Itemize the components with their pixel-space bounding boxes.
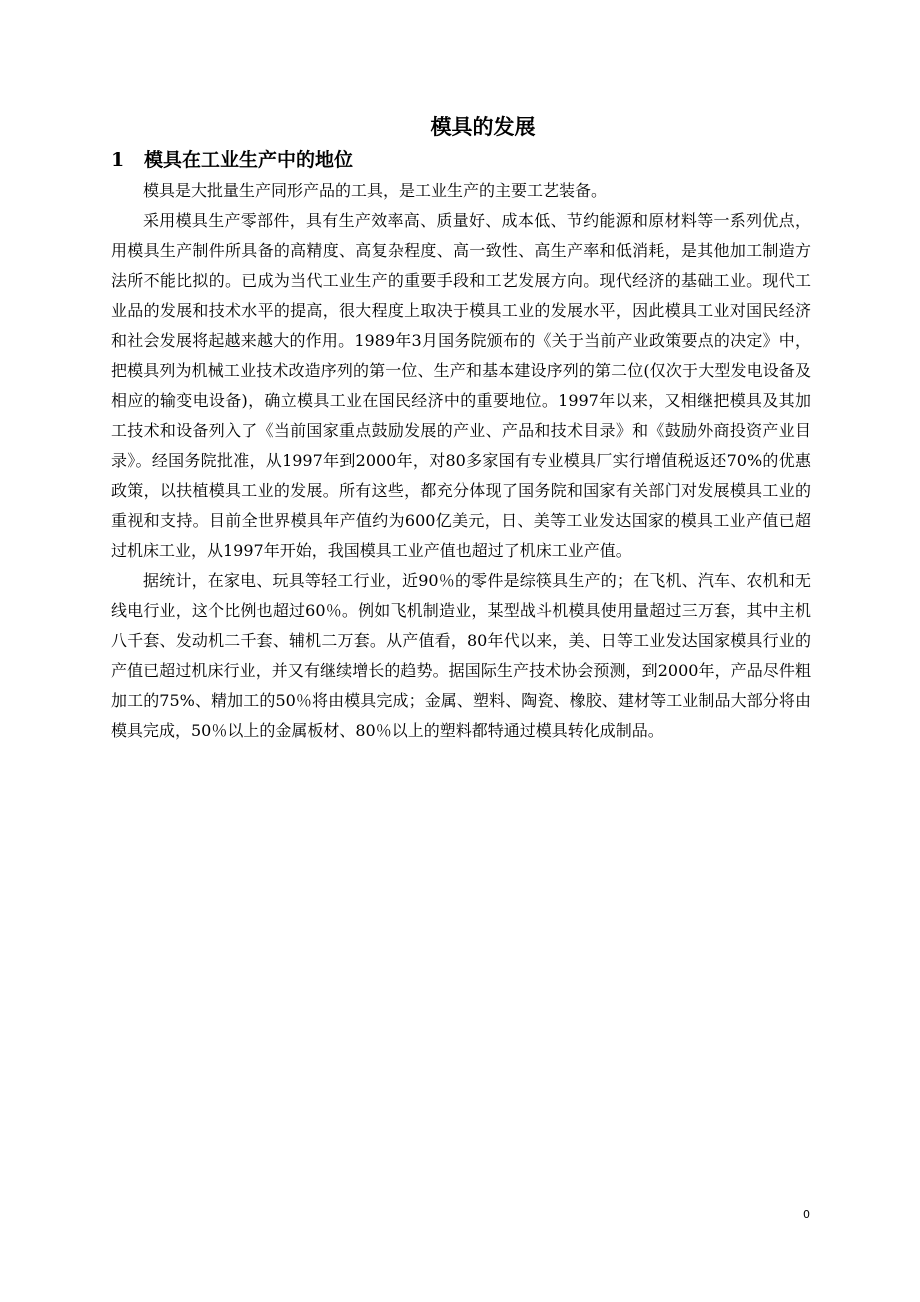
page-number: 0 — [803, 1208, 810, 1221]
paragraph-intro: 模具是大批量生产同形产品的工具，是工业生产的主要工艺装备。 — [143, 181, 608, 200]
section-number: 1 — [111, 149, 125, 171]
paragraph-advantages: 采用模具生产零部件，具有生产效率高、质量好、成本低、节约能源和原材料等一系列优点，用模具生产制件所具备的高精度、高复杂程度、高一致性、高生产率和低消耗，是其他加工制造方法所不能比拟的。已成为当代工业生产的重要手段和工艺发展方向。现代经济的基础工业。现代工业品的发展和技术水平的提高，很大程度上取决于模具工业的发展水平，因此模具工业对国民经济和社会发展将起越来越大的作用。1989年3月国务院颁布的《关于当前产业政策要点的决定》中，把模具列为机械工业技术改造序列的第一位、生产和基本建设序列的第二位(仅次于大型发电设备及相应的输变电设备)，确立模具工业在国民经济中的重要地位。1997年以来，又相继把模具及其加工技术和设备列入了《当前国家重点鼓励发展的产业、产品和技术目录》和《鼓励外商投资产业目录》。经国务院批准，从1997年到2000年，对80多家国有专业模具厂实行增值税返还70%的优惠政策，以扶植模具工业的发展。所有这些，都充分体现了国务院和国家有关部门对发展模具工业的重视和支持。目前全世界模具年产值约为600亿美元，日、美等工业发达国家的模具工业产值已超过机床工业，从1997年开始，我国模具工业产值也超过了机床工业产值。 — [111, 211, 811, 560]
document-title: 模具的发展 — [430, 115, 536, 139]
paragraph-statistics: 据统计，在家电、玩具等轻工行业，近90％的零件是综筷具生产的；在飞机、汽车、农机和无线电行业，这个比例也超过60％。例如飞机制造业，某型战斗机模具使用量超过三万套，其中主机八千套、发动机二千套、辅机二万套。从产值看，80年代以来，美、日等工业发达国家模具行业的产值已超过机床行业，并又有继续增长的趋势。据国际生产技术协会预测，到2000年，产品尽件粗加工的75%、精加工的50％将由模具完成；金属、塑料、陶瓷、橡胶、建材等工业制品大部分将由模具完成，50％以上的金属板材、80％以上的塑料都特通过模具转化成制品。 — [111, 571, 811, 740]
section-heading — [111, 146, 353, 174]
section-heading-text: 模具在工业生产中的地位 — [144, 149, 354, 171]
body-text — [111, 176, 811, 746]
